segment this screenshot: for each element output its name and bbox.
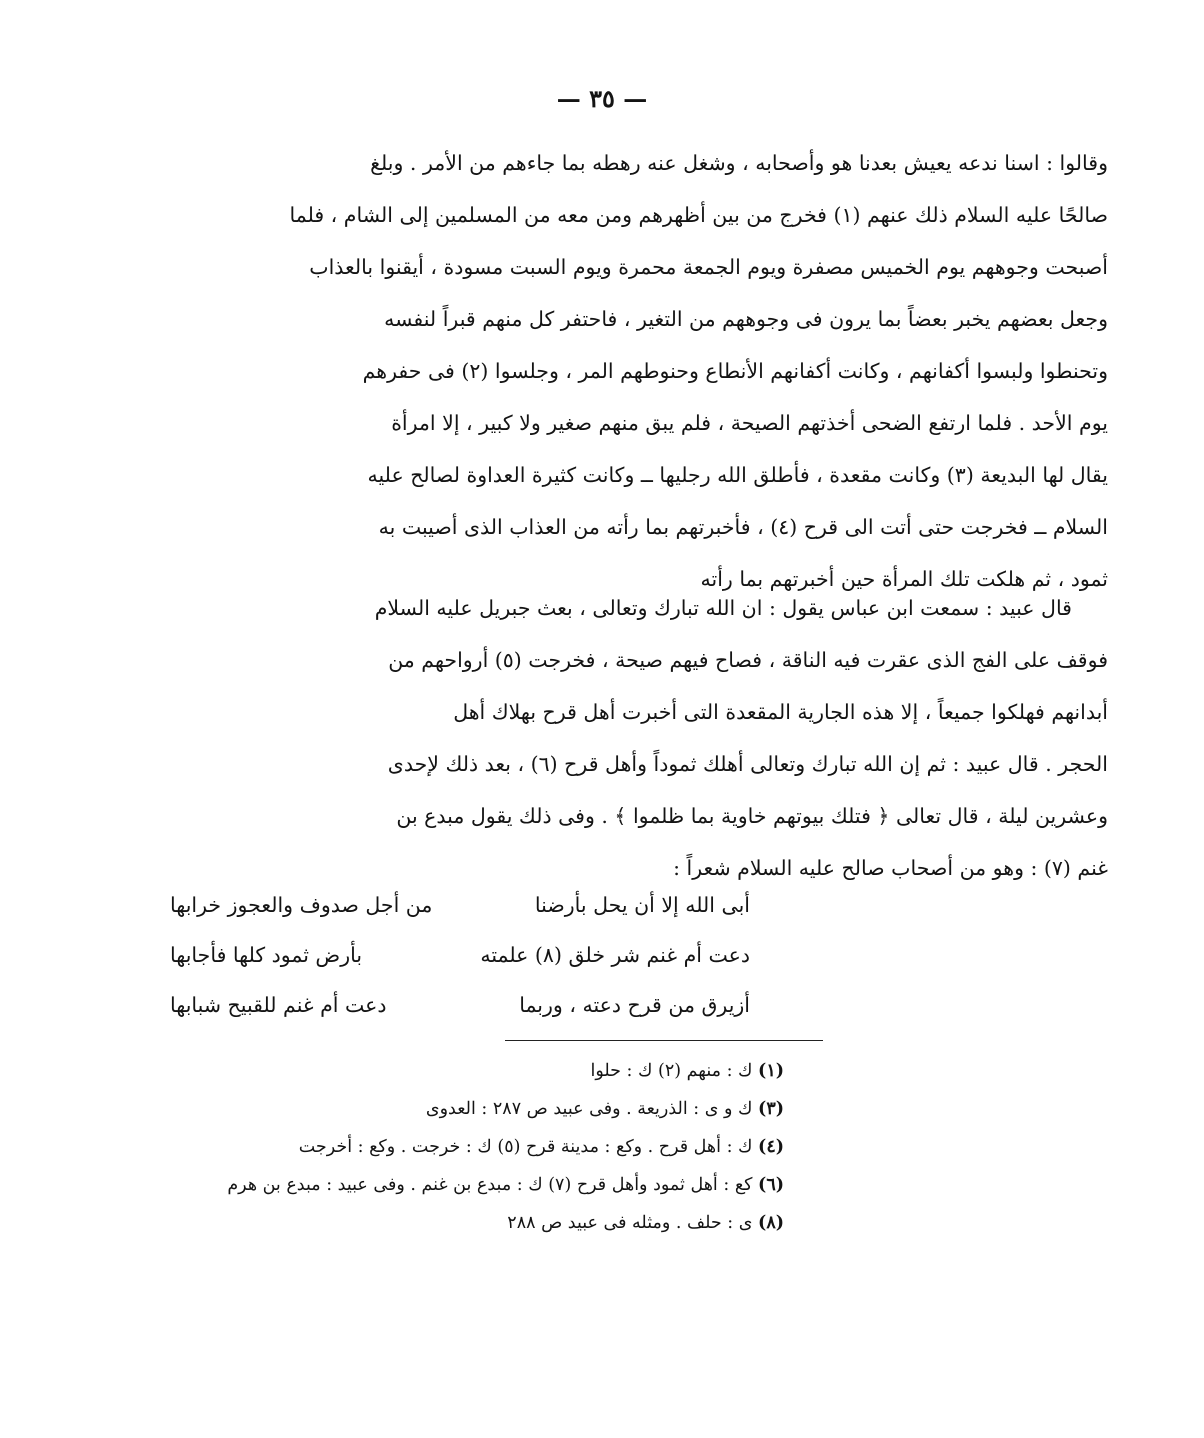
footnote — [100, 1166, 784, 1204]
footnote-number: (٤) — [758, 1137, 784, 1157]
verse-first-hemistich: دعت أم غنم شر خلق (٨) علمته — [480, 943, 750, 967]
poem-verse — [170, 930, 750, 980]
paragraph-line: يوم الأحد . فلما ارتفع الضحى أخذتهم الصيحة ، فلم يبق منهم صغير ولا كبير ، إلا امرأة — [391, 411, 1108, 435]
verse-first-hemistich: أزيرق من قرح دعته ، وربما — [519, 993, 750, 1017]
footnote-number: (١) — [758, 1061, 784, 1081]
footnote — [100, 1052, 784, 1090]
footnote — [100, 1128, 784, 1166]
footnote-text: ى : حلف . ومثله فى عبيد ص ٢٨٨ — [507, 1213, 759, 1233]
paragraph-line: وتحنطوا ولبسوا أكفانهم ، وكانت أكفانهم الأنطاع وحنوطهم المر ، وجلسوا (٢) فى حفرهم — [362, 359, 1108, 383]
paragraph-line: قال عبيد : سمعت ابن عباس يقول : ان الله تبارك وتعالى ، بعث جبريل عليه السلام — [374, 596, 1072, 620]
paragraph-line: ثمود ، ثم هلكت تلك المرأة حين أخبرتهم بما رأته — [700, 567, 1108, 591]
verse-second-hemistich: من أجل صدوف والعجوز خرابها — [170, 893, 433, 917]
footnote-number: (٦) — [758, 1175, 784, 1195]
verse-first-hemistich: أبى الله إلا أن يحل بأرضنا — [534, 893, 750, 917]
paragraph-line: وجعل بعضهم يخبر بعضاً بما يرون فى وجوههم من التغير ، فاحتفر كل منهم قبراً لنفسه — [384, 307, 1108, 331]
verse-second-hemistich: دعت أم غنم للقبيح شبابها — [170, 993, 387, 1017]
paragraph-line: يقال لها البديعة (٣) وكانت مقعدة ، فأطلق الله رجليها ــ وكانت كثيرة العداوة لصالح عليه — [367, 463, 1108, 487]
footnote — [100, 1090, 784, 1128]
paragraph-line: فوقف على الفج الذى عقرت فيه الناقة ، فصاح فيهم صيحة ، فخرجت (٥) أرواحهم من — [388, 648, 1108, 672]
paragraph-line: أبدانهم فهلكوا جميعاً ، إلا هذه الجارية المقعدة التى أخبرت أهل قرح بهلاك أهل — [453, 700, 1108, 724]
paragraph-line: وقالوا : اسنا ندعه يعيش بعدنا هو وأصحابه ، وشغل عنه رهطه بما جاءهم من الأمر . وبلغ — [370, 151, 1108, 175]
paragraph-line: السلام ــ فخرجت حتى أتت الى قرح (٤) ، فأخبرتهم بما رأته من العذاب الذى أصيبت به — [378, 515, 1108, 539]
footnotes — [100, 1052, 784, 1242]
footnote-number: (٣) — [758, 1099, 784, 1119]
poem-verse — [170, 880, 750, 930]
poem — [170, 880, 750, 1030]
paragraph-line: أصبحت وجوههم يوم الخميس مصفرة ويوم الجمعة محمرة ويوم السبت مسودة ، أيقنوا بالعذاب — [309, 255, 1108, 279]
paragraph-line: وعشرين ليلة ، قال تعالى ﴿ فتلك بيوتهم خاوية بما ظلموا ﴾ . وفى ذلك يقول مبدع بن — [396, 804, 1108, 828]
footnote-number: (٨) — [758, 1213, 784, 1233]
paragraph-line: الحجر . قال عبيد : ثم إن الله تبارك وتعالى أهلك ثموداً وأهل قرح (٦) ، بعد ذلك لإحدى — [387, 752, 1108, 776]
footnote-text: ك و ى : الذريعة . وفى عبيد ص ٢٨٧ : العدوى — [425, 1099, 759, 1119]
verse-second-hemistich: بأرض ثمود كلها فأجابها — [170, 943, 363, 967]
page-number: — ٣٥ — — [556, 84, 648, 113]
poem-verse — [170, 980, 750, 1030]
paragraph-1 — [100, 137, 1108, 605]
paragraph-line: صالحًا عليه السلام ذلك عنهم (١) فخرج من بين أظهرهم ومن معه من المسلمين إلى الشام ، فلما — [289, 203, 1108, 227]
footnote — [100, 1204, 784, 1242]
footnote-text: ك : أهل قرح . وكع : مدينة قرح (٥) ك : خرجت . وكع : أخرجت — [298, 1137, 759, 1157]
paragraph-2 — [100, 582, 1108, 894]
paragraph-line: غنم (٧) : وهو من أصحاب صالح عليه السلام شعراً : — [673, 856, 1108, 880]
footnote-text: كع : أهل ثمود وأهل قرح (٧) ك : مبدع بن غنم . وفى عبيد : مبدع بن هرم — [227, 1175, 759, 1195]
footnote-divider — [505, 1040, 823, 1041]
footnote-text: ك : منهم (٢) ك : حلوا — [590, 1061, 759, 1081]
